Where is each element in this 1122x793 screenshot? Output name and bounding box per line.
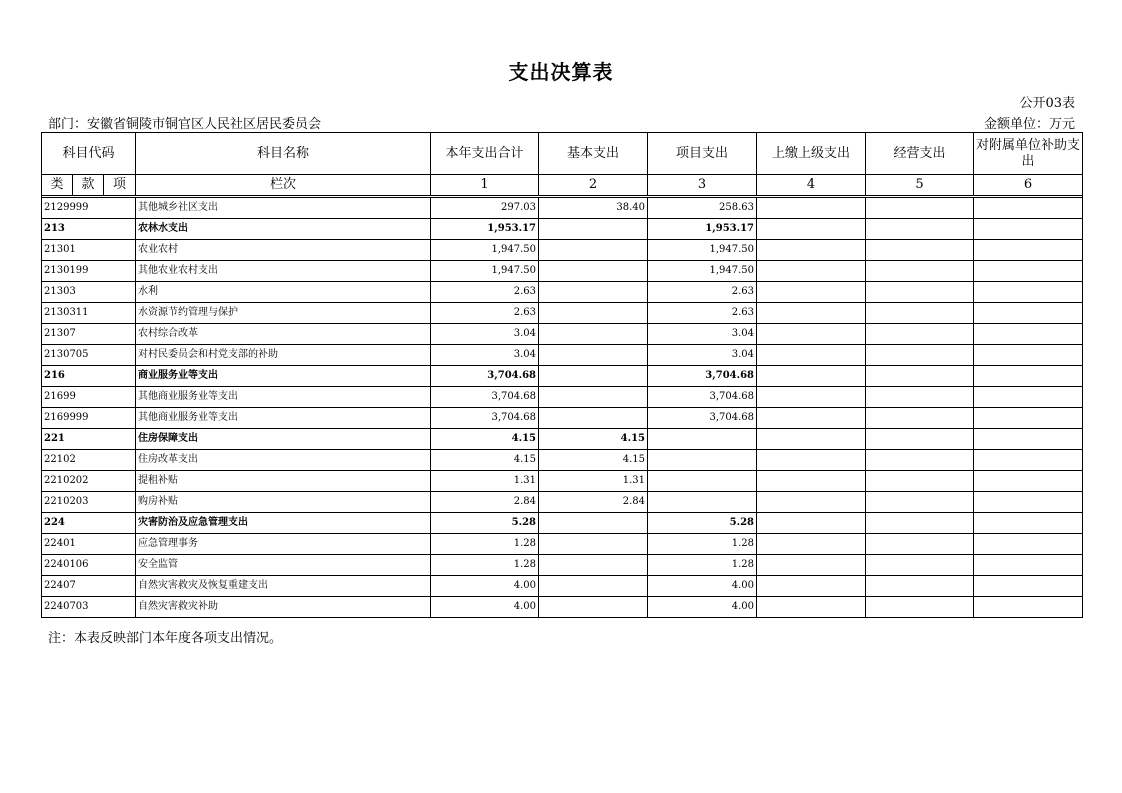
row-operating	[866, 219, 974, 240]
row-basic: 4.15	[539, 429, 648, 450]
row-code: 2210202	[42, 471, 136, 492]
table-row	[42, 450, 1083, 471]
row-operating	[866, 408, 974, 429]
col-no-3: 3	[648, 175, 757, 196]
amount-unit-label: 金额单位：万元	[983, 117, 1075, 132]
row-code: 224	[42, 513, 136, 534]
table-row	[42, 282, 1083, 303]
col-no-2: 2	[539, 175, 648, 196]
page-title: 支出决算表	[508, 60, 614, 84]
row-code: 21301	[42, 240, 136, 261]
row-code: 21307	[42, 324, 136, 345]
row-operating	[866, 555, 974, 576]
row-total: 4.15	[431, 429, 539, 450]
row-project: 1.28	[648, 555, 757, 576]
table-row	[42, 240, 1083, 261]
row-name: 农业农村	[136, 240, 431, 261]
row-upper	[757, 366, 866, 387]
row-basic	[539, 513, 648, 534]
row-basic	[539, 324, 648, 345]
row-name: 农村综合改革	[136, 324, 431, 345]
row-subsidiary	[974, 366, 1083, 387]
row-project: 3.04	[648, 324, 757, 345]
col-no-5: 5	[866, 175, 974, 196]
row-name: 住房保障支出	[136, 429, 431, 450]
row-code: 22407	[42, 576, 136, 597]
row-operating	[866, 450, 974, 471]
row-name: 其他农业农村支出	[136, 261, 431, 282]
table-row	[42, 534, 1083, 555]
row-name: 购房补贴	[136, 492, 431, 513]
row-total: 3,704.68	[431, 387, 539, 408]
row-name: 水利	[136, 282, 431, 303]
row-total: 4.00	[431, 576, 539, 597]
department-label: 部门：安徽省铜陵市铜官区人民社区居民委员会	[48, 117, 322, 132]
row-project: 1,947.50	[648, 240, 757, 261]
row-basic: 1.31	[539, 471, 648, 492]
row-project: 2.63	[648, 303, 757, 324]
row-total: 1,947.50	[431, 261, 539, 282]
col-no-4: 4	[757, 175, 866, 196]
header-section: 款	[73, 175, 104, 196]
row-basic	[539, 219, 648, 240]
row-name: 其他商业服务业等支出	[136, 387, 431, 408]
header-column-no: 栏次	[136, 175, 431, 196]
row-code: 216	[42, 366, 136, 387]
row-operating	[866, 513, 974, 534]
column-number-row	[42, 175, 1083, 196]
row-basic	[539, 597, 648, 618]
row-total: 1.28	[431, 555, 539, 576]
row-subsidiary	[974, 450, 1083, 471]
row-code: 21699	[42, 387, 136, 408]
row-name: 其他商业服务业等支出	[136, 408, 431, 429]
row-total: 1.28	[431, 534, 539, 555]
header-basic: 基本支出	[539, 133, 648, 175]
header-row	[42, 133, 1083, 175]
row-project: 3,704.68	[648, 366, 757, 387]
row-project: 4.00	[648, 597, 757, 618]
table-row	[42, 513, 1083, 534]
row-subsidiary	[974, 429, 1083, 450]
row-name: 其他城乡社区支出	[136, 198, 431, 219]
row-total: 1.31	[431, 471, 539, 492]
row-project: 3.04	[648, 345, 757, 366]
row-basic	[539, 408, 648, 429]
header-code: 科目代码	[42, 133, 136, 175]
row-subsidiary	[974, 324, 1083, 345]
row-upper	[757, 534, 866, 555]
row-total: 1,953.17	[431, 219, 539, 240]
row-upper	[757, 597, 866, 618]
row-project: 3,704.68	[648, 387, 757, 408]
table-row	[42, 492, 1083, 513]
row-basic: 2.84	[539, 492, 648, 513]
row-subsidiary	[974, 555, 1083, 576]
header-operating: 经营支出	[866, 133, 974, 175]
row-name: 应急管理事务	[136, 534, 431, 555]
row-basic	[539, 576, 648, 597]
row-operating	[866, 387, 974, 408]
row-basic	[539, 387, 648, 408]
row-subsidiary	[974, 282, 1083, 303]
table-row	[42, 198, 1083, 219]
row-upper	[757, 492, 866, 513]
row-upper	[757, 240, 866, 261]
row-project: 1.28	[648, 534, 757, 555]
table-row	[42, 324, 1083, 345]
row-project: 3,704.68	[648, 408, 757, 429]
table-row	[42, 429, 1083, 450]
row-name: 农林水支出	[136, 219, 431, 240]
row-total: 2.63	[431, 282, 539, 303]
row-name: 住房改革支出	[136, 450, 431, 471]
row-total: 3.04	[431, 345, 539, 366]
row-project	[648, 450, 757, 471]
footnote: 注：本表反映部门本年度各项支出情况。	[48, 631, 283, 646]
row-code: 221	[42, 429, 136, 450]
row-operating	[866, 471, 974, 492]
row-subsidiary	[974, 261, 1083, 282]
row-upper	[757, 324, 866, 345]
header-total: 本年支出合计	[431, 133, 539, 175]
row-operating	[866, 492, 974, 513]
row-operating	[866, 282, 974, 303]
row-upper	[757, 408, 866, 429]
row-code: 2130199	[42, 261, 136, 282]
row-subsidiary	[974, 513, 1083, 534]
row-code: 21303	[42, 282, 136, 303]
row-operating	[866, 240, 974, 261]
row-subsidiary	[974, 219, 1083, 240]
row-project: 5.28	[648, 513, 757, 534]
row-code: 2130705	[42, 345, 136, 366]
row-operating	[866, 429, 974, 450]
table-row	[42, 555, 1083, 576]
header-item: 项	[104, 175, 136, 196]
row-total: 2.63	[431, 303, 539, 324]
row-operating	[866, 576, 974, 597]
row-project	[648, 492, 757, 513]
row-upper	[757, 219, 866, 240]
row-subsidiary	[974, 471, 1083, 492]
row-upper	[757, 555, 866, 576]
row-operating	[866, 198, 974, 219]
row-basic: 38.40	[539, 198, 648, 219]
row-total: 3,704.68	[431, 366, 539, 387]
row-project	[648, 429, 757, 450]
row-name: 自然灾害救灾及恢复重建支出	[136, 576, 431, 597]
row-basic	[539, 261, 648, 282]
row-operating	[866, 597, 974, 618]
row-code: 2169999	[42, 408, 136, 429]
row-upper	[757, 387, 866, 408]
row-operating	[866, 261, 974, 282]
table-row	[42, 345, 1083, 366]
row-code: 2130311	[42, 303, 136, 324]
row-code: 2240106	[42, 555, 136, 576]
row-basic	[539, 303, 648, 324]
row-project: 258.63	[648, 198, 757, 219]
table-row	[42, 471, 1083, 492]
form-number: 公开03表	[1019, 96, 1075, 111]
row-name: 灾害防治及应急管理支出	[136, 513, 431, 534]
row-total: 3,704.68	[431, 408, 539, 429]
table-row	[42, 366, 1083, 387]
row-code: 2129999	[42, 198, 136, 219]
row-upper	[757, 513, 866, 534]
row-project	[648, 471, 757, 492]
row-name: 安全监管	[136, 555, 431, 576]
row-code: 213	[42, 219, 136, 240]
header-upper: 上缴上级支出	[757, 133, 866, 175]
expenditure-table	[41, 132, 1083, 618]
row-subsidiary	[974, 534, 1083, 555]
row-operating	[866, 345, 974, 366]
table-row	[42, 597, 1083, 618]
row-upper	[757, 282, 866, 303]
table-row	[42, 408, 1083, 429]
row-name: 对村民委员会和村党支部的补助	[136, 345, 431, 366]
row-total: 1,947.50	[431, 240, 539, 261]
row-subsidiary	[974, 387, 1083, 408]
row-subsidiary	[974, 198, 1083, 219]
row-upper	[757, 471, 866, 492]
row-upper	[757, 261, 866, 282]
row-operating	[866, 366, 974, 387]
row-upper	[757, 198, 866, 219]
row-subsidiary	[974, 408, 1083, 429]
row-operating	[866, 303, 974, 324]
row-code: 22401	[42, 534, 136, 555]
table-row	[42, 219, 1083, 240]
row-name: 水资源节约管理与保护	[136, 303, 431, 324]
row-basic	[539, 345, 648, 366]
row-operating	[866, 534, 974, 555]
row-code: 2240703	[42, 597, 136, 618]
header-project: 项目支出	[648, 133, 757, 175]
row-code: 22102	[42, 450, 136, 471]
row-upper	[757, 450, 866, 471]
row-basic	[539, 240, 648, 261]
row-basic	[539, 282, 648, 303]
col-no-1: 1	[431, 175, 539, 196]
row-subsidiary	[974, 576, 1083, 597]
row-code: 2210203	[42, 492, 136, 513]
row-upper	[757, 345, 866, 366]
row-project: 4.00	[648, 576, 757, 597]
row-total: 5.28	[431, 513, 539, 534]
row-name: 商业服务业等支出	[136, 366, 431, 387]
row-basic: 4.15	[539, 450, 648, 471]
row-total: 2.84	[431, 492, 539, 513]
row-subsidiary	[974, 345, 1083, 366]
header-name: 科目名称	[136, 133, 431, 175]
table-row	[42, 576, 1083, 597]
row-project: 2.63	[648, 282, 757, 303]
row-subsidiary	[974, 303, 1083, 324]
row-upper	[757, 576, 866, 597]
row-basic	[539, 366, 648, 387]
row-project: 1,953.17	[648, 219, 757, 240]
row-subsidiary	[974, 240, 1083, 261]
row-project: 1,947.50	[648, 261, 757, 282]
col-no-6: 6	[974, 175, 1083, 196]
row-basic	[539, 555, 648, 576]
row-operating	[866, 324, 974, 345]
row-total: 297.03	[431, 198, 539, 219]
header-subsidiary: 对附属单位补助支出	[974, 133, 1083, 175]
header-class: 类	[42, 175, 73, 196]
table-row	[42, 387, 1083, 408]
table-row	[42, 303, 1083, 324]
row-subsidiary	[974, 597, 1083, 618]
row-subsidiary	[974, 492, 1083, 513]
row-name: 自然灾害救灾补助	[136, 597, 431, 618]
row-total: 4.00	[431, 597, 539, 618]
table-row	[42, 261, 1083, 282]
row-total: 3.04	[431, 324, 539, 345]
row-upper	[757, 303, 866, 324]
row-total: 4.15	[431, 450, 539, 471]
row-upper	[757, 429, 866, 450]
row-basic	[539, 534, 648, 555]
row-name: 提租补贴	[136, 471, 431, 492]
